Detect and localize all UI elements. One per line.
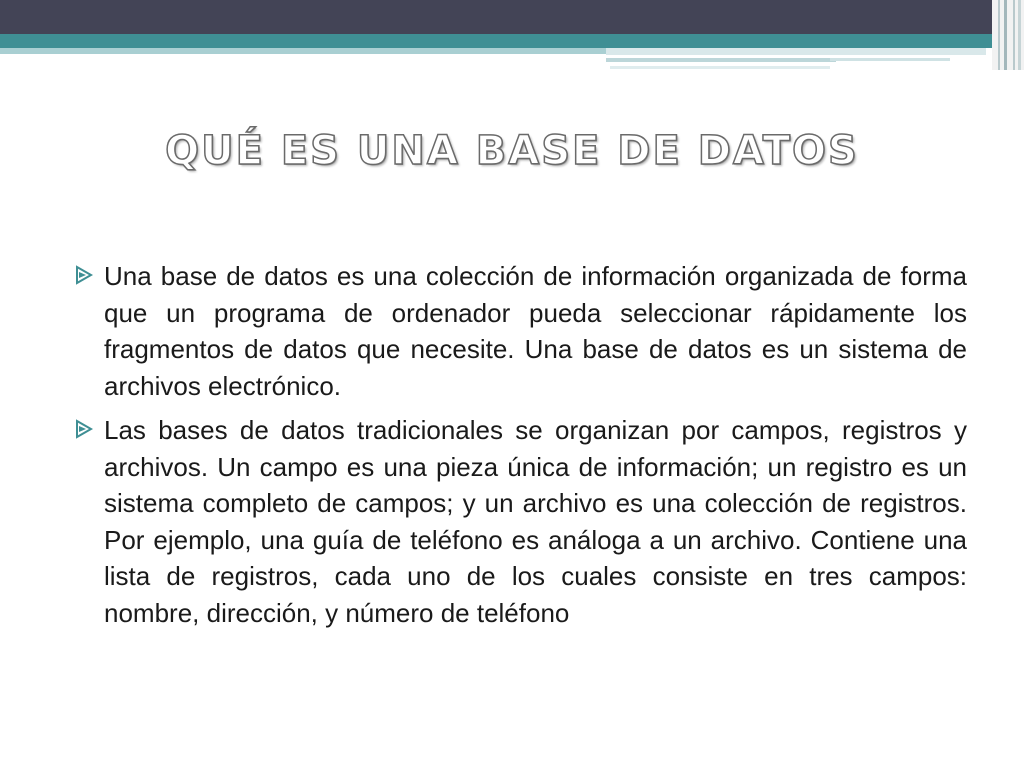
header-stripe (610, 66, 830, 69)
corner-decoration (992, 0, 1024, 70)
arrow-bullet-icon (74, 265, 94, 285)
header-stripe (606, 48, 986, 55)
arrow-bullet-icon (74, 419, 94, 439)
corner-stripe (1004, 0, 1007, 70)
slide-title: QUÉ ES UNA BASE DE DATOS (165, 128, 859, 174)
header-stripe (830, 58, 950, 61)
corner-stripe (1013, 0, 1015, 70)
header-teal-bar (0, 34, 1024, 48)
bullet-text: Las bases de datos tradicionales se organizan por campos, registros y archivos. Un campo es una pieza única de información; un registro es un sistema completo de campos; y un archivo es una colección de registros. Por ejemplo, una guía de teléfono es análoga a un archivo. Contiene una lista de registros, cada uno de los cuales consiste en tres campos: nombre, dirección, y número de teléfono (104, 415, 967, 628)
bullet-item (72, 258, 967, 404)
header-stripe (606, 58, 836, 62)
header-dark-bar (0, 0, 1024, 34)
bullet-text: Una base de datos es una colección de información organizada de forma que un programa de ordenador pueda seleccionar rápidamente los fragmentos de datos que necesite. Una base de datos es un sistema de archivos electrónico. (104, 261, 967, 401)
bullet-item (72, 412, 967, 631)
bullet-list (72, 258, 967, 639)
corner-stripe (1018, 0, 1021, 70)
corner-stripe (998, 0, 1000, 70)
header-accent-bar (0, 48, 610, 54)
